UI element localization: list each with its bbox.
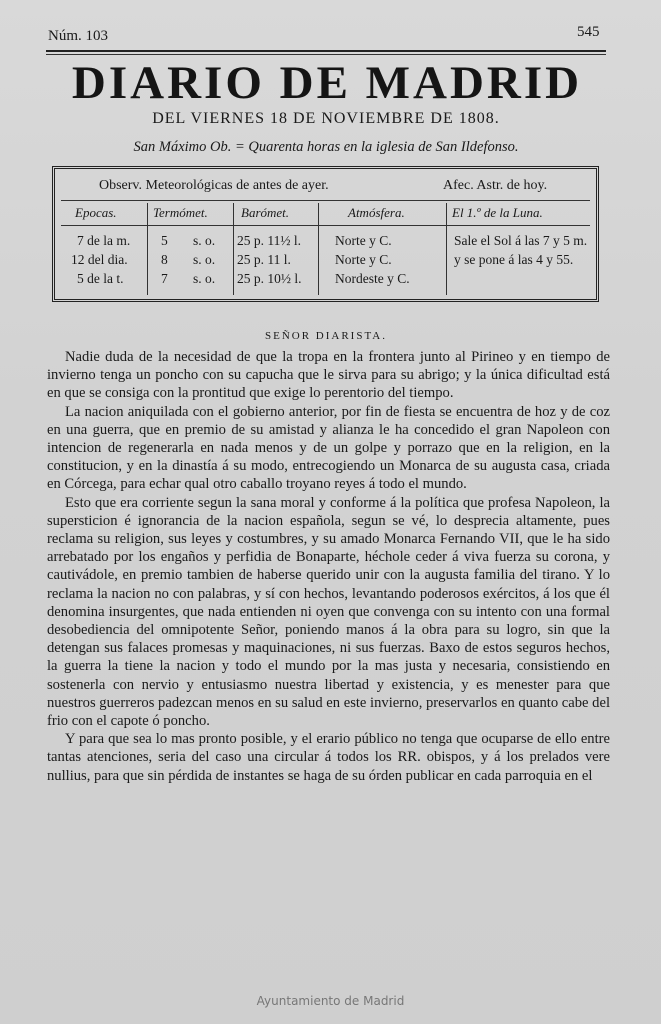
cell-atmosfera: Nordeste y C. bbox=[335, 271, 410, 286]
cell-epoca: 5 de la t. bbox=[77, 271, 124, 286]
cell-termometro: 8 bbox=[161, 252, 168, 267]
weather-heading-astronomy: Afec. Astr. de hoy. bbox=[443, 178, 548, 193]
archive-watermark: Ayuntamiento de Madrid bbox=[256, 994, 405, 1008]
weather-heading-observations: Observ. Meteorológicas de antes de ayer. bbox=[99, 178, 329, 193]
cell-atmosfera: Norte y C. bbox=[335, 233, 392, 248]
weather-table bbox=[52, 166, 599, 302]
page-number: 545 bbox=[577, 24, 600, 40]
weather-divider bbox=[61, 200, 590, 201]
cell-signo: s. o. bbox=[193, 252, 216, 267]
weather-divider bbox=[61, 225, 590, 226]
column-rule bbox=[233, 203, 234, 295]
article-paragraph: La nacion aniquilada con el gobierno anterior, por fin de fiesta se encuentra de hoz y de coz en una guerra, que en premio de su amistad y alianza le ha concedido el gran Napoleon con intencion de regenerarla en nada menos y de un golpe y porrazo que en la religion, en la constitucion, y en la dinastía á su modo, entrecogiendo un Monarca de su augusta casa, criada en Córcega, para echar qual otro caballo troyano reyes á todo el mundo. bbox=[47, 403, 610, 493]
top-rule-thin bbox=[46, 54, 606, 55]
article-paragraph: Nadie duda de la necesidad de que la tropa en la frontera junto al Pirineo y en tiempo de invierno tenga un poncho con su capucha que le sirva para su abrigo; y la única dificultad está en que se consiga con la prontitud que exige lo perentorio del tiempo. bbox=[47, 349, 610, 402]
cell-barometro: 25 p. 10½ l. bbox=[237, 271, 302, 286]
col-termometro: Termómet. bbox=[153, 205, 208, 220]
column-rule bbox=[446, 203, 447, 295]
cell-epoca: 7 de la m. bbox=[77, 233, 131, 248]
cell-epoca: 12 del dia. bbox=[71, 252, 128, 267]
article-paragraph: Esto que era corriente segun la sana moral y conforme á la política que profesa Napoleon, la supersticion é ignorancia de la nacion española, segun se vé, lo desprecia altamente, pues reclama su religion, sus leyes y costumbres, y su amado Monarca Fernando VII, que le ha sido arrebatado por los engaños y perfidia de Bonaparte, héchole ceder á viva fuerza su corona, y cautivádole, en premio tambien de haberse querido unir con la augusta familia del tirano. Y lo reclama la nacion no con palabras, y sí con hechos, levantando poderosos exércitos, á los que él denomina insurgentes, que nada entienden ni oyen que convenga con su intento con una formal desobediencia del omnipotente Señor, poniendo manos á la obra para su logro, sin que la detengan sus falaces promesas y maquinaciones, ni sus fuerzas. Baxo de estos seguros hechos, la guerra la tiene la nacion y todo el mundo por la mas justa y necesaria, consistiendo en sostenerla con nervio y entusiasmo nuestra libertad y existencia, y es menester para que nuestros guerreros padezcan menos en su salud en este invierno, preservarlos en quanto cabe del frio con el capote ó poncho. bbox=[47, 494, 610, 730]
cell-termometro: 7 bbox=[161, 271, 168, 286]
cell-barometro: 25 p. 11½ l. bbox=[237, 233, 301, 248]
col-epocas: Epocas. bbox=[75, 205, 117, 220]
col-atmosfera: Atmósfera. bbox=[348, 205, 405, 220]
article-paragraph: Y para que sea lo mas pronto posible, y el erario público no tenga que ocuparse de ello entre tantas atenciones, seria del caso una circular á todos los RR. obispos, y á los prelados vere nullius, para que sin pérdida de instantes se haga de su órden publicar en cada parroquia en el bbox=[47, 731, 610, 784]
col-luna: El 1.º de la Luna. bbox=[452, 205, 543, 220]
article-heading: SEÑOR DIARISTA. bbox=[264, 330, 387, 342]
column-rule bbox=[318, 203, 319, 295]
cell-atmosfera: Norte y C. bbox=[335, 252, 392, 267]
column-rule bbox=[147, 203, 148, 295]
issue-number: Núm. 103 bbox=[48, 28, 108, 44]
cell-termometro: 5 bbox=[161, 233, 168, 248]
dateline: DEL VIERNES 18 DE NOVIEMBRE DE 1808. bbox=[152, 110, 500, 127]
saints-note: San Máximo Ob. = Quarenta horas en la iglesia de San Ildefonso. bbox=[133, 139, 519, 155]
article-body bbox=[47, 348, 610, 785]
masthead-title: DIARIO DE MADRID bbox=[71, 57, 583, 109]
col-barometro: Barómet. bbox=[241, 205, 290, 220]
cell-signo: s. o. bbox=[193, 271, 216, 286]
cell-barometro: 25 p. 11 l. bbox=[237, 252, 291, 267]
cell-signo: s. o. bbox=[193, 233, 216, 248]
top-rule bbox=[46, 50, 606, 52]
sunrise-sunset-note: Sale el Sol á las 7 y 5 m. y se pone á las 4 y 55. bbox=[454, 233, 588, 267]
